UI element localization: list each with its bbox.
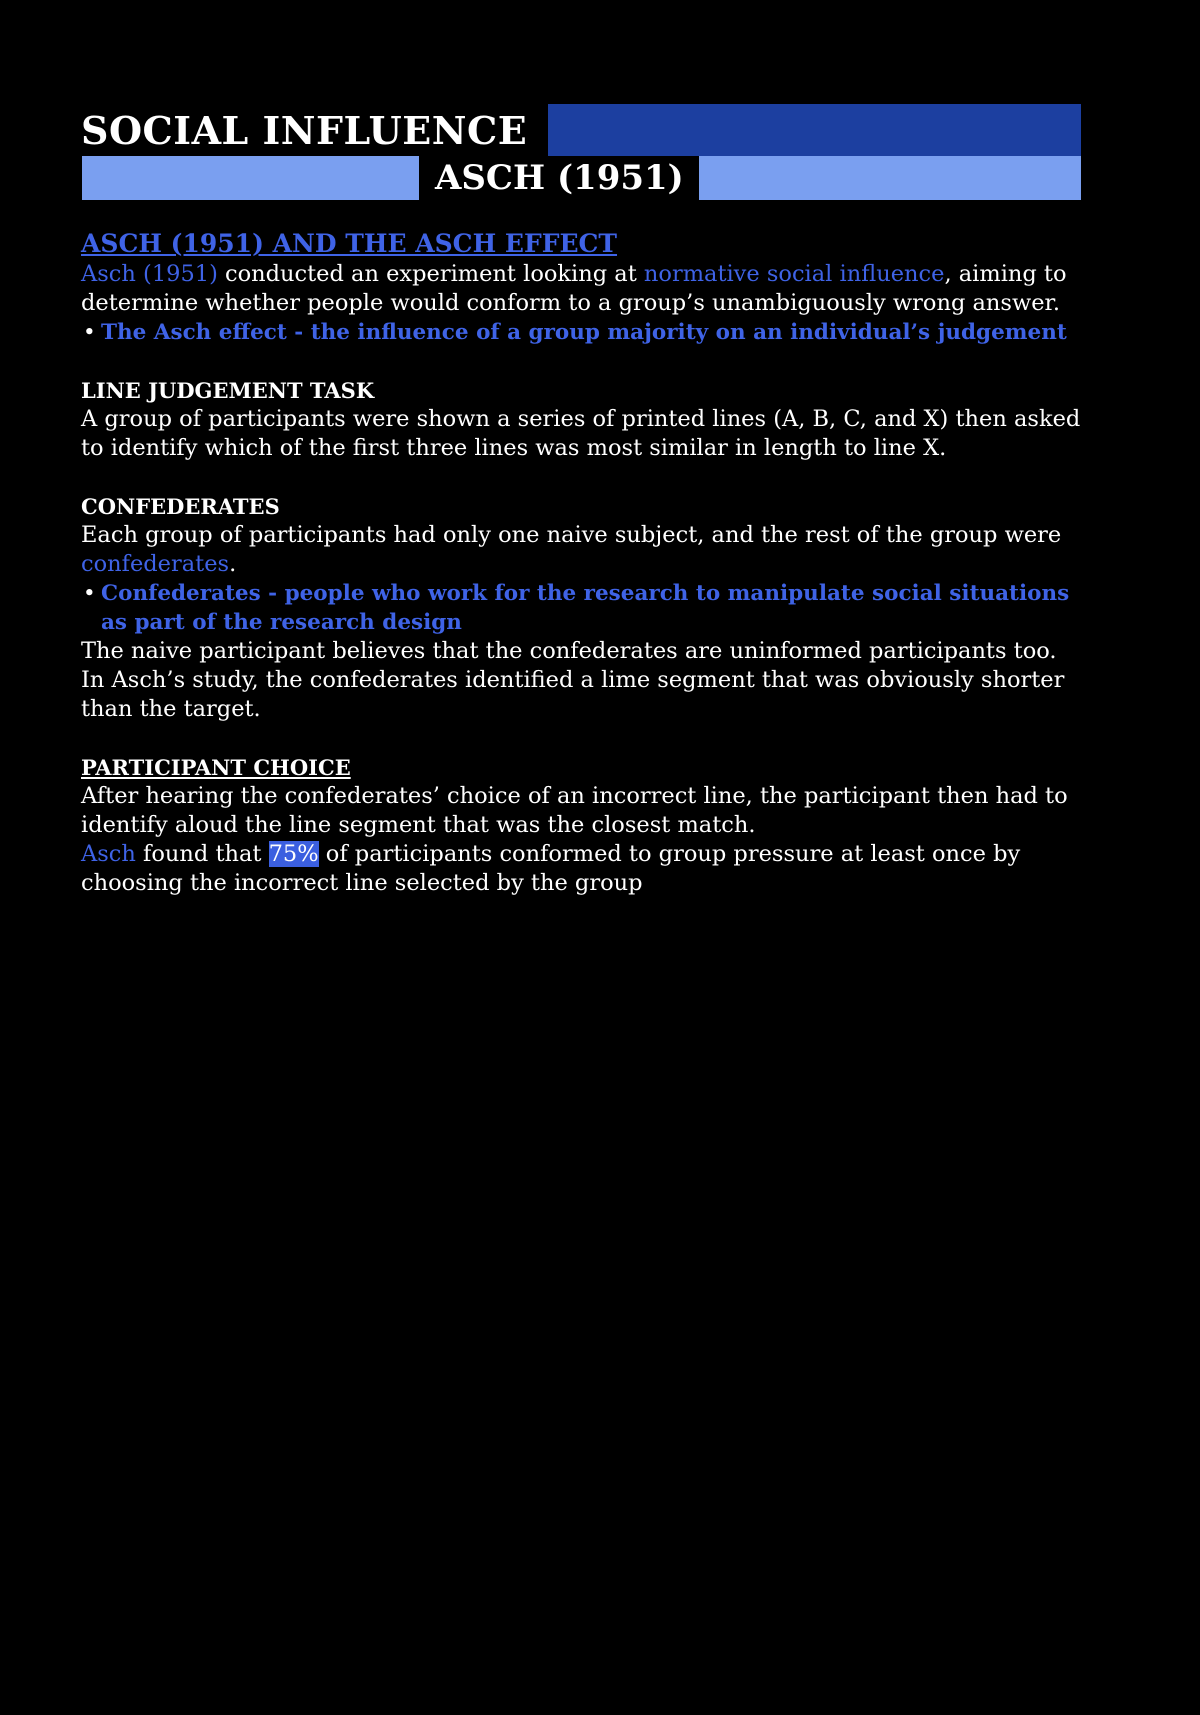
- section-heading-line-task: LINE JUDGEMENT TASK: [81, 378, 375, 403]
- choice-paragraph-2: [81, 840, 1086, 898]
- bullet-confederates: [81, 579, 1086, 637]
- intro-text-2: , aiming to determine whether people would conform to a group’s unambiguously wrong answer.: [81, 261, 1067, 316]
- confederates-term: confederates: [81, 551, 230, 577]
- line-task-paragraph: A group of participants were shown a series of printed lines (A, B, C, and X) then asked to identify which of the first three lines was most similar in length to line X.: [81, 406, 1081, 461]
- section-participant-choice: [81, 753, 1086, 898]
- bullet-asch-effect: [81, 318, 1086, 347]
- bullet-dot: •: [83, 581, 96, 606]
- choice-paragraph-1: After hearing the confederates’ choice of an incorrect line, the participant then had to identify aloud the line segment that was the closest match.: [81, 783, 1068, 838]
- section-asch-effect: [81, 228, 1086, 347]
- intro-text-1: conducted an experiment looking at: [217, 261, 644, 287]
- choice-text-1: found that: [135, 841, 269, 867]
- header-band-dark: [548, 104, 1081, 156]
- page-title: SOCIAL INFLUENCE: [81, 108, 528, 153]
- document-body: [81, 228, 1086, 898]
- bullet-asch-effect-text: The Asch effect - the influence of a group majority on an individual’s judgement: [101, 320, 1067, 345]
- header-band-light-right: [699, 156, 1081, 200]
- bullet-dot: •: [83, 320, 96, 345]
- confederates-paragraph-1: [81, 521, 1086, 579]
- bullet-confederates-text: Confederates - people who work for the research to manipulate social situations as part of the research design: [101, 581, 1070, 635]
- section-line-task: [81, 376, 1086, 463]
- intro-paragraph: [81, 260, 1086, 318]
- confederates-text-2: .: [229, 551, 237, 577]
- header-band-light-left: [82, 156, 419, 200]
- normative-influence-term: normative social influence: [643, 261, 945, 287]
- choice-text-2: of participants conformed to group pressure at least once by choosing the incorrect line selected by the group: [81, 841, 1021, 896]
- highlighted-percentage: 75%: [268, 841, 319, 867]
- asch-ref: Asch (1951): [81, 261, 218, 287]
- section-heading-participant-choice: PARTICIPANT CHOICE: [81, 755, 351, 780]
- asch-name: Asch: [81, 841, 136, 867]
- section-heading-confederates: CONFEDERATES: [81, 494, 280, 519]
- confederates-paragraph-2: The naive participant believes that the confederates are uninformed participants too. In Asch’s study, the confederates identified a lime segment that was obviously shorter than the target.: [81, 638, 1065, 722]
- page-subtitle: ASCH (1951): [435, 158, 684, 198]
- section-confederates: [81, 492, 1086, 724]
- confederates-text-1: Each group of participants had only one naive subject, and the rest of the group were: [81, 522, 1062, 548]
- page-header: [81, 104, 1081, 200]
- section-heading-asch-effect: ASCH (1951) AND THE ASCH EFFECT: [81, 229, 618, 258]
